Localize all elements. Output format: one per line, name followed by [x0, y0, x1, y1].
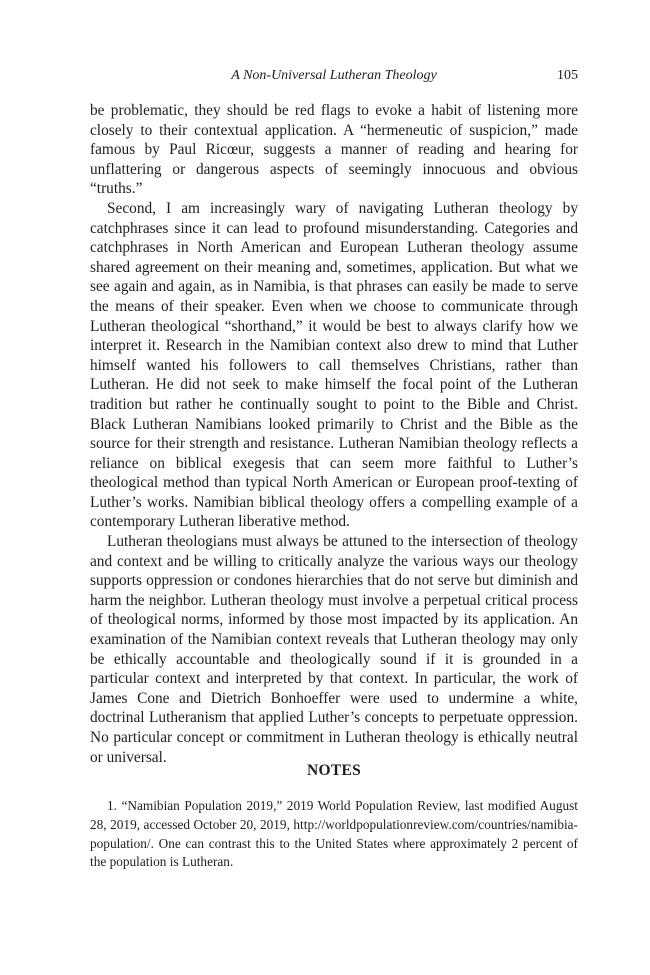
page-number: 105 [557, 68, 578, 83]
paragraph-continuation: be problematic, they should be red flags to evoke a habit of listening more closely to their contextual application. A “hermeneutic of suspicion,” made famous by Paul Ricœur, suggests a manner of reading and hearing for unflattering or dangerous aspects of seemingly innocuous and obvious “truths.” [90, 102, 578, 198]
paragraph-conclusion: Lutheran theologians must always be attuned to the intersection of theology and context and be willing to critically analyze the various ways our theology supports oppression or condones hierarchies that do not serve but diminish and harm the neighbor. Lutheran theology must involve a perpetual critical process of theological norms, informed by those most impacted by its application. An examination of the Namibian context reveals that Lutheran theology may only be ethically accountable and theologically sound if it is grounded in a particular context and interpreted by that context. In particular, the work of James Cone and Dietrich Bonhoeffer were used to undermine a white, doctrinal Lutheranism that applied Luther’s concepts to perpetuate oppression. No particular concept or commitment in Lutheran theology is ethically neutral or universal. [90, 533, 578, 766]
paragraph-catchphrases: Second, I am increasingly wary of navigating Lutheran theology by catchphrases since it can lead to profound misunderstanding. Categories and catchphrases in North American and European Lutheran theology assume shared agreement on their meaning and, sometimes, application. But what we see again and again, as in Namibia, is that phrases can easily be made to serve the means of their speaker. Even when we choose to communicate through Lutheran theological “shorthand,” it would be best to always clarify how we interpret it. Research in the Namibian context also drew to mind that Luther himself wanted his followers to call themselves Christians, rather than Lutheran. He did not seek to make himself the focal point of the Lutheran tradition but rather he continually sought to point to the Bible and Christ. Black Lutheran Namibians looked primarily to Christ and the Bible as the source for their strength and resistance. Lutheran Namibian theology reflects a reliance on biblical exegesis that can seem more faithful to Luther’s theological method than typical North American or European proof-texting of Luther’s works. Namibian biblical theology offers a compelling example of a contemporary Lutheran liberative method. [90, 199, 578, 531]
running-header [90, 66, 578, 86]
notes-heading: NOTES [306, 762, 362, 779]
body-text [90, 101, 578, 767]
note-item: 1. “Namibian Population 2019,” 2019 World Population Review, last modified August 28, 2019, accessed October 20, 2019, http://worldpopulationreview.com/countries/namibia-population/. One can contrast this to the United States where approximately 2 percent of the population is Lutheran. [90, 798, 578, 870]
notes-list [90, 797, 578, 872]
running-title: A Non-Universal Lutheran Theology [231, 68, 437, 83]
